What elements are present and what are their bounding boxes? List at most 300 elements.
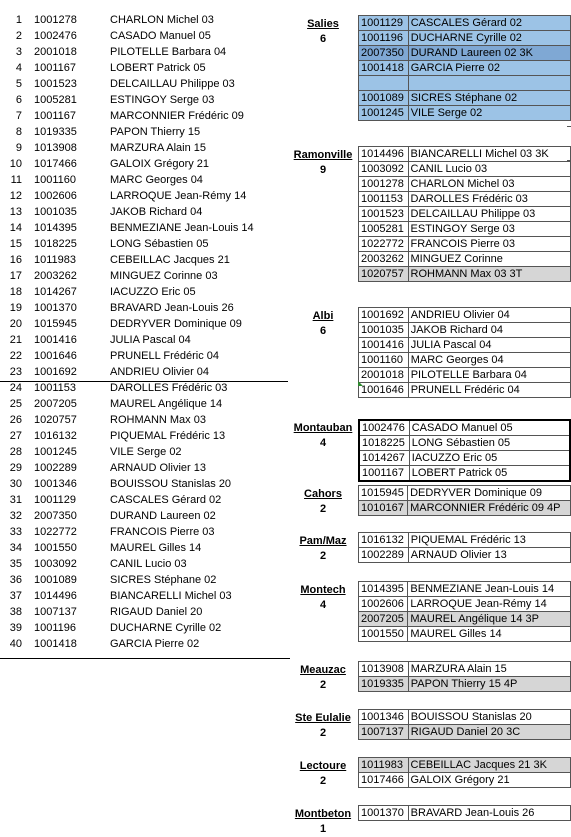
member-id-cell: 2007350 bbox=[359, 46, 409, 61]
member-id-cell: 1001278 bbox=[359, 177, 409, 192]
list-row bbox=[0, 332, 292, 348]
member-id-cell: 1010167 bbox=[359, 501, 408, 516]
member-id-cell: 1017466 bbox=[359, 773, 409, 788]
city-roster-table bbox=[358, 532, 571, 563]
list-row bbox=[0, 172, 292, 188]
list-row bbox=[0, 252, 292, 268]
member-id-cell: 1014267 bbox=[359, 451, 409, 466]
table-row bbox=[359, 582, 571, 597]
row-number: 25 bbox=[9, 398, 22, 410]
member-name-cell: ROHMANN Max 03 3T bbox=[408, 267, 570, 282]
row-number: 4 bbox=[15, 62, 22, 74]
member-name-cell: MAUREL Gilles 14 bbox=[408, 627, 571, 642]
cell-border-mark bbox=[567, 126, 571, 127]
list-row bbox=[0, 380, 292, 396]
table-row bbox=[359, 773, 571, 788]
member-id-cell: 1001346 bbox=[359, 710, 409, 725]
list-row bbox=[0, 268, 292, 284]
row-number: 30 bbox=[9, 478, 22, 490]
member-id: 1001523 bbox=[34, 78, 77, 90]
table-row bbox=[359, 466, 570, 482]
list-row bbox=[0, 236, 292, 252]
member-id: 1001370 bbox=[34, 302, 77, 314]
member-id: 1018225 bbox=[34, 238, 77, 250]
row-number: 18 bbox=[9, 286, 22, 298]
row-number: 29 bbox=[9, 462, 22, 474]
member-id-cell: 1013908 bbox=[359, 662, 409, 677]
member-name: PIQUEMAL Frédéric 13 bbox=[110, 430, 226, 442]
table-row bbox=[359, 106, 571, 121]
cell-comment-marker bbox=[358, 381, 363, 386]
row-number: 16 bbox=[9, 254, 22, 266]
member-id-cell: 1003092 bbox=[359, 162, 409, 177]
list-row bbox=[0, 12, 292, 28]
member-name-cell: IACUZZO Eric 05 bbox=[409, 451, 570, 466]
city-roster-table bbox=[358, 581, 571, 642]
member-id-cell: 1001523 bbox=[359, 207, 409, 222]
member-name: MINGUEZ Corinne 03 bbox=[110, 270, 218, 282]
table-row bbox=[359, 806, 571, 821]
member-name: ROHMANN Max 03 bbox=[110, 414, 206, 426]
member-name-cell: FRANCOIS Pierre 03 bbox=[408, 237, 570, 252]
member-id: 1001418 bbox=[34, 638, 77, 650]
list-row bbox=[0, 204, 292, 220]
city-name: Montech bbox=[300, 584, 346, 596]
member-id-cell: 1014496 bbox=[359, 147, 409, 162]
member-id: 1020757 bbox=[34, 414, 77, 426]
member-name: JAKOB Richard 04 bbox=[110, 206, 203, 218]
row-number: 6 bbox=[15, 94, 22, 106]
table-row bbox=[359, 207, 571, 222]
member-id: 1001035 bbox=[34, 206, 77, 218]
member-name: DEDRYVER Dominique 09 bbox=[110, 318, 242, 330]
member-id-cell: 1001370 bbox=[359, 806, 409, 821]
member-name-cell: LONG Sébastien 05 bbox=[409, 436, 570, 451]
member-name: ANDRIEU Olivier 04 bbox=[110, 366, 210, 378]
row-number: 10 bbox=[9, 158, 22, 170]
table-row bbox=[359, 627, 571, 642]
row-number: 36 bbox=[9, 574, 22, 586]
table-row bbox=[359, 16, 571, 31]
member-id-cell: 1001196 bbox=[359, 31, 409, 46]
member-name: CANIL Lucio 03 bbox=[110, 558, 187, 570]
member-name-cell: DAROLLES Frédéric 03 bbox=[408, 192, 570, 207]
member-id-cell: 1022772 bbox=[359, 237, 409, 252]
table-row bbox=[359, 758, 571, 773]
member-id: 1005281 bbox=[34, 94, 77, 106]
list-row bbox=[0, 316, 292, 332]
table-row bbox=[359, 383, 571, 398]
city-header bbox=[285, 17, 361, 47]
city-header bbox=[285, 759, 361, 789]
row-number: 7 bbox=[15, 110, 22, 122]
city-count: 2 bbox=[319, 550, 327, 562]
member-name: DAROLLES Frédéric 03 bbox=[110, 382, 228, 394]
row-number: 2 bbox=[15, 30, 22, 42]
row-number: 38 bbox=[9, 606, 22, 618]
member-id-cell: 2007205 bbox=[359, 612, 408, 627]
list-row bbox=[0, 28, 292, 44]
member-name: RIGAUD Daniel 20 bbox=[110, 606, 203, 618]
city-count: 6 bbox=[319, 33, 327, 45]
row-number: 8 bbox=[15, 126, 22, 138]
table-row bbox=[359, 338, 571, 353]
member-name: DUCHARNE Cyrille 02 bbox=[110, 622, 222, 634]
row-number: 19 bbox=[9, 302, 22, 314]
table-row bbox=[359, 31, 571, 46]
member-id: 1002476 bbox=[34, 30, 77, 42]
list-row bbox=[0, 508, 292, 524]
member-name-cell: PRUNELL Frédéric 04 bbox=[408, 383, 570, 398]
city-header bbox=[285, 487, 361, 517]
table-row bbox=[359, 548, 571, 563]
city-header bbox=[285, 421, 361, 451]
city-count: 2 bbox=[319, 775, 327, 787]
member-id: 1016132 bbox=[34, 430, 77, 442]
list-row bbox=[0, 620, 292, 636]
row-number: 12 bbox=[9, 190, 22, 202]
row-number: 21 bbox=[9, 334, 22, 346]
list-row bbox=[0, 284, 292, 300]
row-number: 9 bbox=[15, 142, 22, 154]
member-id-cell: 1002606 bbox=[359, 597, 408, 612]
member-id: 1001278 bbox=[34, 14, 77, 26]
list-row bbox=[0, 492, 292, 508]
city-header bbox=[285, 148, 361, 178]
city-roster-table bbox=[358, 485, 571, 516]
member-id-cell: 1016132 bbox=[359, 533, 409, 548]
member-id: 1001160 bbox=[34, 174, 77, 186]
member-name: LOBERT Patrick 05 bbox=[110, 62, 206, 74]
city-header bbox=[285, 583, 361, 613]
table-row bbox=[359, 267, 571, 282]
member-name-cell: PAPON Thierry 15 4P bbox=[408, 677, 570, 692]
member-id: 1011983 bbox=[34, 254, 77, 266]
city-name: Ramonville bbox=[293, 149, 353, 161]
list-row bbox=[0, 396, 292, 412]
member-id: 1001346 bbox=[34, 478, 77, 490]
table-row bbox=[359, 436, 570, 451]
table-row bbox=[359, 91, 571, 106]
member-name-cell: MARZURA Alain 15 bbox=[408, 662, 570, 677]
member-name-cell: LARROQUE Jean-Rémy 14 bbox=[408, 597, 571, 612]
member-name-cell: BENMEZIANE Jean-Louis 14 bbox=[408, 582, 571, 597]
city-header bbox=[285, 309, 361, 339]
row-number: 26 bbox=[9, 414, 22, 426]
member-id-cell: 1015945 bbox=[359, 486, 408, 501]
table-row bbox=[359, 710, 571, 725]
row-number: 17 bbox=[9, 270, 22, 282]
row-number: 11 bbox=[10, 174, 22, 186]
table-row bbox=[359, 252, 571, 267]
city-roster-table bbox=[358, 146, 571, 282]
member-id-cell: 2003262 bbox=[359, 252, 409, 267]
member-name-cell: ARNAUD Olivier 13 bbox=[408, 548, 570, 563]
member-name: GALOIX Grégory 21 bbox=[110, 158, 210, 170]
member-id-cell: 1014395 bbox=[359, 582, 408, 597]
member-id-cell: 1001153 bbox=[359, 192, 409, 207]
row-number: 28 bbox=[9, 446, 22, 458]
list-row bbox=[0, 556, 292, 572]
member-id: 1001245 bbox=[34, 446, 77, 458]
list-row bbox=[0, 300, 292, 316]
list-row bbox=[0, 460, 292, 476]
list-row bbox=[0, 188, 292, 204]
member-id: 1001646 bbox=[34, 350, 77, 362]
member-name-cell: GALOIX Grégory 21 bbox=[408, 773, 570, 788]
table-row bbox=[359, 677, 571, 692]
list-divider bbox=[0, 381, 288, 382]
member-name-cell: JAKOB Richard 04 bbox=[408, 323, 570, 338]
row-number: 27 bbox=[9, 430, 22, 442]
row-number: 37 bbox=[9, 590, 22, 602]
row-number: 23 bbox=[9, 366, 22, 378]
table-row bbox=[359, 451, 570, 466]
member-id: 1019335 bbox=[34, 126, 77, 138]
member-name-cell: MINGUEZ Corinne bbox=[408, 252, 570, 267]
row-number: 13 bbox=[9, 206, 22, 218]
member-name-cell: LOBERT Patrick 05 bbox=[409, 466, 570, 482]
row-number: 5 bbox=[15, 78, 22, 90]
row-number: 20 bbox=[9, 318, 22, 330]
member-id-cell: 1001416 bbox=[359, 338, 409, 353]
member-id-cell: 1011983 bbox=[359, 758, 409, 773]
city-header bbox=[285, 807, 361, 837]
member-name-cell: PIQUEMAL Frédéric 13 bbox=[408, 533, 570, 548]
list-row bbox=[0, 572, 292, 588]
member-name-cell: CANIL Lucio 03 bbox=[408, 162, 570, 177]
member-id-cell: 2001018 bbox=[359, 368, 409, 383]
member-name-cell: RIGAUD Daniel 20 3C bbox=[408, 725, 570, 740]
member-id: 1003092 bbox=[34, 558, 77, 570]
row-number: 32 bbox=[9, 510, 22, 522]
member-id-cell: 1018225 bbox=[359, 436, 409, 451]
member-id: 1001196 bbox=[34, 622, 77, 634]
list-row bbox=[0, 124, 292, 140]
list-row bbox=[0, 636, 292, 652]
member-name-cell: BIANCARELLI Michel 03 3K bbox=[408, 147, 570, 162]
table-row bbox=[359, 533, 571, 548]
member-id: 1013908 bbox=[34, 142, 77, 154]
member-id-cell: 1001160 bbox=[359, 353, 409, 368]
member-id: 1014395 bbox=[34, 222, 77, 234]
member-id: 1002289 bbox=[34, 462, 77, 474]
city-header bbox=[285, 534, 361, 564]
city-name: Cahors bbox=[304, 488, 342, 500]
city-count: 6 bbox=[319, 325, 327, 337]
member-id-cell: 1001035 bbox=[359, 323, 409, 338]
list-row bbox=[0, 524, 292, 540]
city-roster-table bbox=[358, 709, 571, 740]
player-list bbox=[0, 12, 292, 652]
member-name: LARROQUE Jean-Rémy 14 bbox=[110, 190, 247, 202]
member-id-cell: 1019335 bbox=[359, 677, 409, 692]
member-name: GARCIA Pierre 02 bbox=[110, 638, 200, 650]
city-header bbox=[285, 711, 361, 741]
member-name: LONG Sébastien 05 bbox=[110, 238, 209, 250]
city-count: 2 bbox=[319, 503, 327, 515]
city-roster-table bbox=[358, 661, 571, 692]
member-name: CASADO Manuel 05 bbox=[110, 30, 211, 42]
member-name: DURAND Laureen 02 bbox=[110, 510, 216, 522]
list-row bbox=[0, 412, 292, 428]
member-name: CEBEILLAC Jacques 21 bbox=[110, 254, 230, 266]
member-name-cell: ANDRIEU Olivier 04 bbox=[408, 308, 570, 323]
member-id-cell: 1001418 bbox=[359, 61, 409, 76]
member-name: VILE Serge 02 bbox=[110, 446, 182, 458]
city-count: 2 bbox=[319, 727, 327, 739]
list-row bbox=[0, 348, 292, 364]
member-id: 1001416 bbox=[34, 334, 77, 346]
member-id-cell: 1001646 bbox=[359, 383, 409, 398]
table-row bbox=[359, 162, 571, 177]
member-id: 1001167 bbox=[34, 62, 77, 74]
table-row bbox=[359, 192, 571, 207]
member-id-cell: 1001129 bbox=[359, 16, 409, 31]
member-name: ARNAUD Olivier 13 bbox=[110, 462, 206, 474]
list-row bbox=[0, 476, 292, 492]
table-row bbox=[359, 612, 571, 627]
city-count: 9 bbox=[319, 164, 327, 176]
member-name-cell: MARCONNIER Frédéric 09 4P bbox=[408, 501, 571, 516]
row-number: 40 bbox=[9, 638, 22, 650]
member-name-cell: PILOTELLE Barbara 04 bbox=[408, 368, 570, 383]
member-name: MARZURA Alain 15 bbox=[110, 142, 206, 154]
table-row bbox=[359, 308, 571, 323]
list-row bbox=[0, 444, 292, 460]
member-name: CASCALES Gérard 02 bbox=[110, 494, 222, 506]
list-row bbox=[0, 604, 292, 620]
member-id: 2003262 bbox=[34, 270, 77, 282]
list-row bbox=[0, 44, 292, 60]
member-id: 2007205 bbox=[34, 398, 77, 410]
member-id: 2007350 bbox=[34, 510, 77, 522]
city-count: 1 bbox=[319, 823, 327, 835]
city-count: 4 bbox=[319, 437, 327, 449]
list-row bbox=[0, 220, 292, 236]
city-name: Albi bbox=[312, 310, 334, 322]
city-name: Montauban bbox=[293, 422, 353, 434]
member-name-cell: CEBEILLAC Jacques 21 3K bbox=[408, 758, 570, 773]
member-name: MARC Georges 04 bbox=[110, 174, 203, 186]
list-row bbox=[0, 76, 292, 92]
member-name-cell bbox=[408, 76, 570, 91]
table-row bbox=[359, 353, 571, 368]
row-number: 33 bbox=[9, 526, 22, 538]
table-row bbox=[359, 368, 571, 383]
member-name: BRAVARD Jean-Louis 26 bbox=[110, 302, 234, 314]
member-name-cell: GARCIA Pierre 02 bbox=[408, 61, 570, 76]
row-number: 14 bbox=[9, 222, 22, 234]
member-id-cell: 1007137 bbox=[359, 725, 409, 740]
member-id-cell: 1001550 bbox=[359, 627, 408, 642]
member-id-cell: 1002476 bbox=[359, 420, 409, 436]
city-name: Ste Eulalie bbox=[295, 712, 351, 724]
city-roster-table bbox=[358, 805, 571, 821]
member-name-cell: DUCHARNE Cyrille 02 bbox=[408, 31, 570, 46]
table-row bbox=[359, 323, 571, 338]
table-row bbox=[359, 46, 571, 61]
city-roster-table bbox=[358, 15, 571, 121]
table-row bbox=[359, 662, 571, 677]
member-id: 1002606 bbox=[34, 190, 77, 202]
table-row bbox=[359, 61, 571, 76]
row-number: 31 bbox=[9, 494, 22, 506]
cell-border-mark bbox=[567, 160, 571, 161]
row-number: 35 bbox=[9, 558, 22, 570]
table-row bbox=[359, 725, 571, 740]
member-name-cell: CHARLON Michel 03 bbox=[408, 177, 570, 192]
member-name-cell: ESTINGOY Serge 03 bbox=[408, 222, 570, 237]
city-name: Meauzac bbox=[300, 664, 346, 676]
member-id: 1001129 bbox=[34, 494, 77, 506]
row-number: 34 bbox=[9, 542, 22, 554]
city-count: 2 bbox=[319, 679, 327, 691]
member-name: PAPON Thierry 15 bbox=[110, 126, 201, 138]
member-name: BENMEZIANE Jean-Louis 14 bbox=[110, 222, 254, 234]
table-row bbox=[359, 147, 571, 162]
member-name-cell: BRAVARD Jean-Louis 26 bbox=[408, 806, 570, 821]
table-row bbox=[359, 222, 571, 237]
member-id: 1015945 bbox=[34, 318, 77, 330]
list-row bbox=[0, 588, 292, 604]
list-row bbox=[0, 60, 292, 76]
member-name: MARCONNIER Frédéric 09 bbox=[110, 110, 244, 122]
list-row bbox=[0, 92, 292, 108]
member-id: 1001089 bbox=[34, 574, 77, 586]
list-row bbox=[0, 428, 292, 444]
member-id: 1014496 bbox=[34, 590, 77, 602]
member-name-cell: DEDRYVER Dominique 09 bbox=[408, 486, 571, 501]
member-id-cell: 1001167 bbox=[359, 466, 409, 482]
member-id: 2001018 bbox=[34, 46, 77, 58]
row-number: 3 bbox=[15, 46, 22, 58]
city-header bbox=[285, 663, 361, 693]
member-name-cell: JULIA Pascal 04 bbox=[408, 338, 570, 353]
row-number: 24 bbox=[9, 382, 22, 394]
city-name: Pam/Maz bbox=[299, 535, 347, 547]
member-id-cell: 1001089 bbox=[359, 91, 409, 106]
member-name-cell: CASADO Manuel 05 bbox=[409, 420, 570, 436]
member-id: 1022772 bbox=[34, 526, 77, 538]
member-id: 1001692 bbox=[34, 366, 77, 378]
member-id-cell: 1005281 bbox=[359, 222, 409, 237]
city-name: Salies bbox=[307, 18, 339, 30]
city-name: Montbeton bbox=[294, 808, 352, 820]
row-number: 1 bbox=[15, 14, 22, 26]
city-roster-table bbox=[358, 307, 571, 398]
member-name: CHARLON Michel 03 bbox=[110, 14, 214, 26]
member-name: BIANCARELLI Michel 03 bbox=[110, 590, 232, 602]
list-bottom-divider bbox=[0, 658, 290, 659]
row-number: 39 bbox=[9, 622, 22, 634]
member-name-cell: MAUREL Angélique 14 3P bbox=[408, 612, 571, 627]
member-name-cell: BOUISSOU Stanislas 20 bbox=[408, 710, 570, 725]
member-name-cell: DURAND Laureen 02 3K bbox=[408, 46, 570, 61]
list-row bbox=[0, 108, 292, 124]
member-name: IACUZZO Eric 05 bbox=[110, 286, 196, 298]
member-name-cell: DELCAILLAU Philippe 03 bbox=[408, 207, 570, 222]
table-row bbox=[359, 486, 571, 501]
city-roster-table bbox=[358, 757, 571, 788]
member-name-cell: VILE Serge 02 bbox=[408, 106, 570, 121]
member-id: 1014267 bbox=[34, 286, 77, 298]
table-row bbox=[359, 597, 571, 612]
member-id: 1007137 bbox=[34, 606, 77, 618]
table-row bbox=[359, 177, 571, 192]
member-name-cell: MARC Georges 04 bbox=[408, 353, 570, 368]
member-name-cell: CASCALES Gérard 02 bbox=[408, 16, 570, 31]
